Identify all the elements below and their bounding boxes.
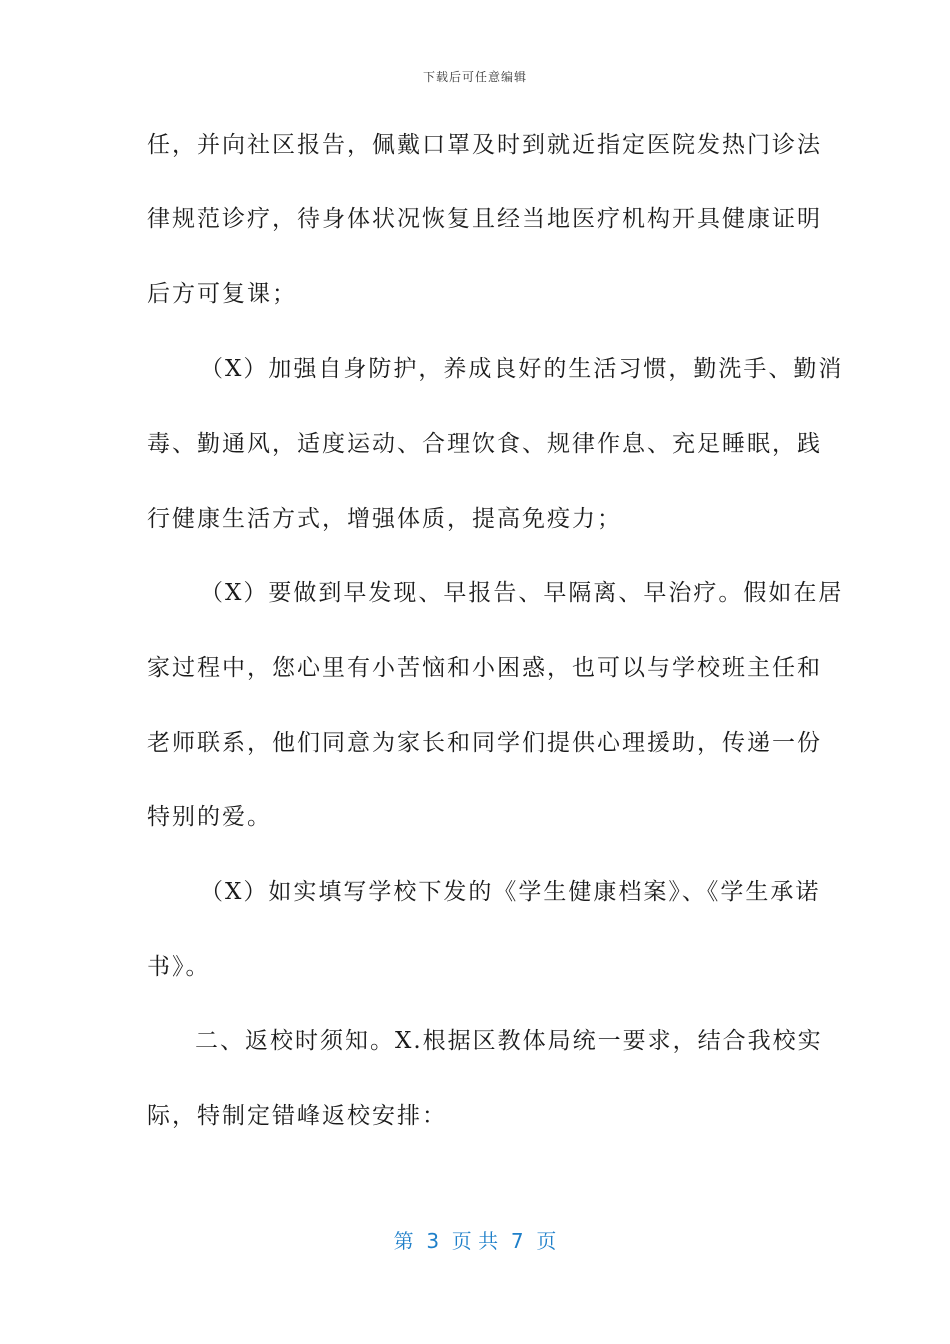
page-number-footer: 第 3 页 共 7 页 bbox=[393, 1229, 557, 1253]
body-line: 特别的爱。 bbox=[147, 804, 272, 830]
body-line: （X）要做到早发现、早报告、早隔离、早治疗。假如在居 bbox=[200, 580, 844, 606]
body-line: 老师联系，他们同意为家长和同学们提供心理援助，传递一份 bbox=[147, 730, 822, 756]
body-line: 任，并向社区报告，佩戴口罩及时到就近指定医院发热门诊法 bbox=[147, 132, 822, 158]
body-line: 后方可复课； bbox=[147, 281, 297, 307]
body-line: 书》。 bbox=[147, 954, 211, 980]
body-line: 际，特制定错峰返校安排： bbox=[147, 1103, 447, 1129]
page-header-note: 下载后可任意编辑 bbox=[422, 70, 527, 84]
body-line: （X）加强自身防护，养成良好的生活习惯，勤洗手、勤消 bbox=[200, 356, 844, 382]
body-line: 行健康生活方式，增强体质，提高免疫力； bbox=[147, 506, 622, 532]
body-line: 毒、勤通风，适度运动、合理饮食、规律作息、充足睡眠，践 bbox=[147, 431, 822, 457]
body-line: 家过程中，您心里有小苦恼和小困惑，也可以与学校班主任和 bbox=[147, 655, 822, 681]
body-line: 律规范诊疗，待身体状况恢复且经当地医疗机构开具健康证明 bbox=[147, 206, 822, 232]
body-line: 二、返校时须知。X.根据区教体局统一要求，结合我校实 bbox=[195, 1028, 823, 1054]
body-line: （X）如实填写学校下发的《学生健康档案》、《学生承诺 bbox=[200, 879, 821, 905]
